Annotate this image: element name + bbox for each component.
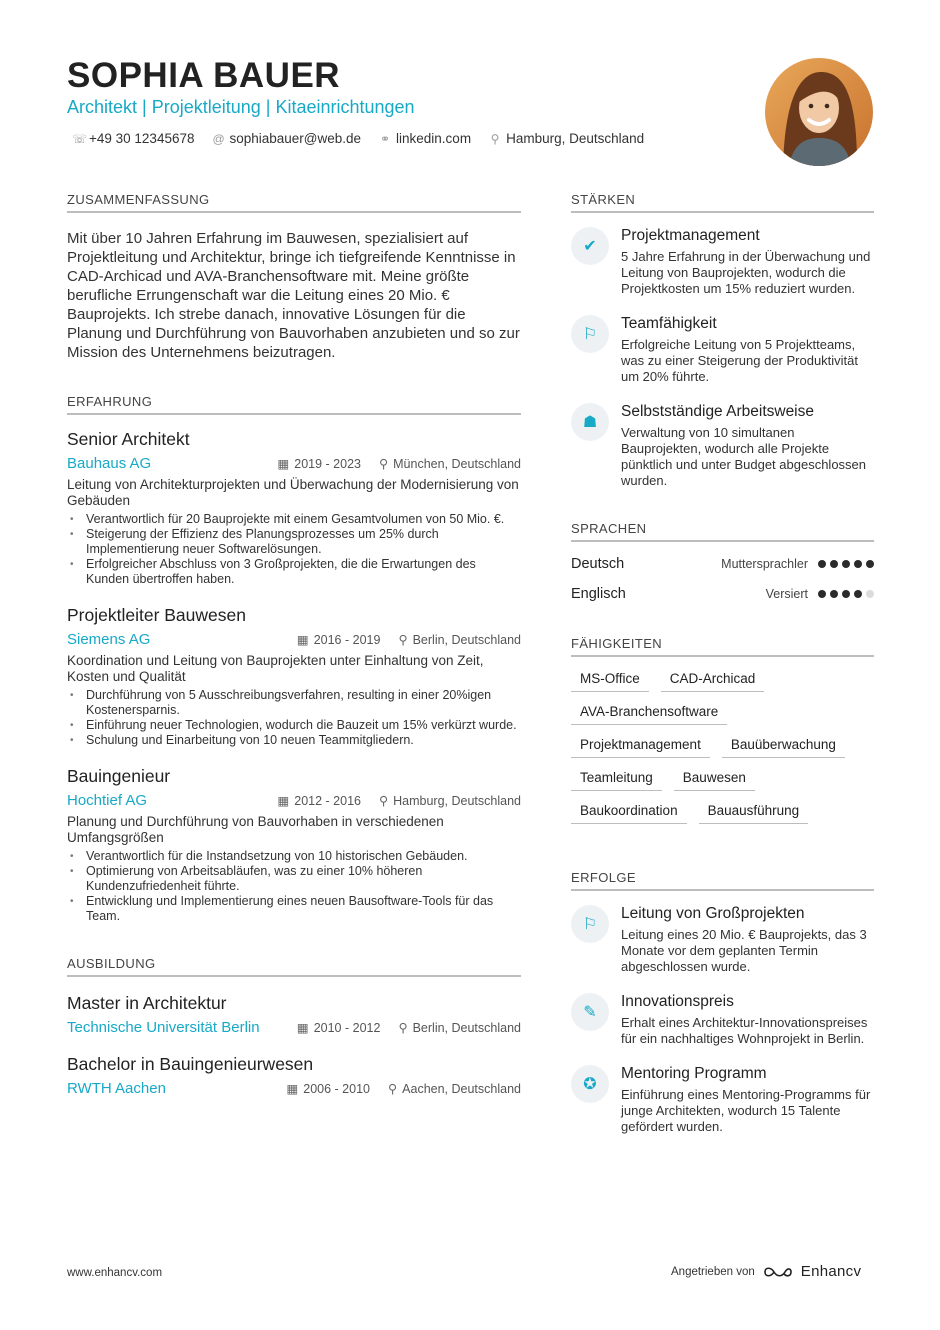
- headline: Architekt | Projektleitung | Kitaeinrichtungen: [67, 97, 415, 117]
- company-name[interactable]: Siemens AG: [67, 631, 151, 648]
- strength-item: [571, 403, 874, 489]
- achievement-item: [571, 993, 874, 1047]
- calendar-icon: ▦: [286, 1082, 299, 1096]
- edu-dates: 2010 - 2012: [313, 1021, 381, 1035]
- achievement-item: [571, 1065, 874, 1135]
- school-name[interactable]: RWTH Aachen: [67, 1080, 166, 1097]
- skill-tag: Bauwesen: [674, 770, 755, 791]
- skill-tag: Bauausführung: [699, 803, 809, 824]
- education-item: [67, 1054, 521, 1097]
- avatar: [765, 58, 873, 166]
- experience-item: [67, 766, 521, 924]
- footer-branding: [671, 1263, 861, 1280]
- language-item: [571, 556, 874, 572]
- language-name: Englisch: [571, 586, 626, 602]
- bullet-item: • Optimierung von Arbeitsabläufen, was zu einer 10% höheren Kundenzufriedenheit führte.: [67, 864, 521, 894]
- strength-title: Teamfähigkeit: [621, 315, 717, 332]
- calendar-icon: ▦: [296, 633, 309, 647]
- language-item: [571, 586, 874, 602]
- achievement-title: Mentoring Programm: [621, 1065, 767, 1082]
- bullet-item: • Verantwortlich für 20 Bauprojekte mit einem Gesamtvolumen von 50 Mio. €.: [67, 512, 521, 527]
- experience-item: [67, 429, 521, 587]
- language-rating: [818, 560, 874, 568]
- achievement-title: Leitung von Großprojekten: [621, 905, 805, 922]
- degree-title: Master in Architektur: [67, 993, 227, 1013]
- skill-tag: CAD-Archicad: [661, 671, 765, 692]
- section-title-achievements: ERFOLGE: [571, 870, 874, 891]
- rating-dot: [842, 560, 850, 568]
- strength-item: [571, 227, 874, 297]
- contact-location-text: Hamburg, Deutschland: [506, 131, 645, 146]
- skill-tag: Projektmanagement: [571, 737, 710, 758]
- job-description: Koordination und Leitung von Bauprojekten unter Einhaltung von Zeit, Kosten und Qualität: [67, 653, 484, 684]
- bullet-item: • Durchführung von 5 Ausschreibungsverfahren, resulting in einer 20%igen Kostenersparnis.: [67, 688, 521, 718]
- rating-dot: [866, 560, 874, 568]
- section-title-languages: SPRACHEN: [571, 521, 874, 542]
- bullet-item: • Verantwortlich für die Instandsetzung von 10 historischen Gebäuden.: [67, 849, 521, 864]
- job-bullets: [67, 512, 521, 587]
- bullet-item: • Erfolgreicher Abschluss von 3 Großprojekten, die die Erwartungen des Kunden übertroffen haben.: [67, 557, 521, 587]
- rating-dot: [854, 590, 862, 598]
- contact-bar: [72, 131, 644, 146]
- skill-tag: Baukoordination: [571, 803, 687, 824]
- edu-location: Aachen, Deutschland: [402, 1082, 521, 1096]
- brain-icon: ☗: [571, 403, 609, 441]
- strength-title: Projektmanagement: [621, 227, 760, 244]
- edu-location: Berlin, Deutschland: [412, 1021, 521, 1035]
- location-icon: ⚲: [378, 457, 389, 471]
- edu-dates: 2006 - 2010: [303, 1082, 370, 1096]
- section-title-summary: ZUSAMMENFASSUNG: [67, 192, 521, 213]
- strength-desc: 5 Jahre Erfahrung in der Überwachung und Leitung von Bauprojekten, wodurch die Projektkosten um 15% reduziert wurden.: [621, 249, 871, 296]
- language-level: Versiert: [765, 587, 808, 601]
- magic-wand-icon: ✎: [571, 993, 609, 1031]
- section-title-skills: FÄHIGKEITEN: [571, 636, 874, 657]
- contact-linkedin[interactable]: [379, 131, 471, 146]
- achievement-desc: Erhalt eines Architektur-Innovationspreises für ein nachhaltiges Wohnprojekt in Berlin.: [621, 1015, 868, 1046]
- strength-title: Selbstständige Arbeitsweise: [621, 403, 815, 420]
- bullet-item: • Einführung neuer Technologien, wodurch die Bauzeit um 15% verkürzt wurde.: [67, 718, 521, 733]
- skills-list: [571, 671, 874, 824]
- bullet-item: • Steigerung der Effizienz des Planungsprozesses um 25% durch Implementierung neuer Softwarelösungen.: [67, 527, 521, 557]
- skill-tag: AVA-Branchensoftware: [571, 704, 727, 725]
- rating-dot: [854, 560, 862, 568]
- company-name[interactable]: Bauhaus AG: [67, 455, 152, 472]
- job-title: Projektleiter Bauwesen: [67, 605, 246, 625]
- phone-icon: ☏: [72, 131, 88, 146]
- check-icon: ✔: [571, 227, 609, 265]
- left-column: [67, 192, 521, 1097]
- brand-name[interactable]: Enhancv: [800, 1263, 862, 1280]
- contact-email-text: sophiabauer@web.de: [229, 131, 362, 146]
- contact-phone-text: +49 30 12345678: [89, 131, 195, 146]
- rating-dot: [830, 560, 838, 568]
- location-icon: ⚲: [490, 131, 500, 146]
- job-location: München, Deutschland: [393, 457, 521, 471]
- achievement-item: [571, 905, 874, 975]
- calendar-icon: ▦: [296, 1021, 309, 1035]
- candidate-name: SOPHIA BAUER: [67, 56, 341, 95]
- job-dates: 2019 - 2023: [294, 457, 361, 471]
- achievement-desc: Leitung eines 20 Mio. € Bauprojekts, das 3 Monate vor dem geplanten Termin abgeschlossen wurde.: [621, 927, 867, 974]
- strength-desc: Erfolgreiche Leitung von 5 Projektteams, was zu einer Steigerung der Produktivität um 20% führte.: [621, 337, 859, 384]
- school-name[interactable]: Technische Universität Berlin: [67, 1019, 260, 1036]
- skill-tag: Teamleitung: [571, 770, 662, 791]
- job-dates: 2012 - 2016: [294, 794, 361, 808]
- calendar-icon: ▦: [277, 457, 290, 471]
- flag-icon: ⚐: [571, 315, 609, 353]
- contact-phone[interactable]: [72, 131, 194, 146]
- calendar-icon: ▦: [277, 794, 290, 808]
- contact-email[interactable]: [212, 131, 361, 146]
- rating-dot: [830, 590, 838, 598]
- job-description: Planung und Durchführung von Bauvorhaben in verschiedenen Umfangsgrößen: [67, 814, 444, 845]
- bullet-item: • Entwicklung und Implementierung eines neuen Bausoftware-Tools für das Team.: [67, 894, 521, 924]
- location-icon: ⚲: [388, 1082, 398, 1096]
- contact-linkedin-text: linkedin.com: [396, 131, 472, 146]
- location-icon: ⚲: [398, 633, 408, 647]
- rating-dot: [818, 560, 826, 568]
- job-title: Senior Architekt: [67, 429, 190, 449]
- job-location: Berlin, Deutschland: [412, 633, 521, 647]
- company-name[interactable]: Hochtief AG: [67, 792, 148, 809]
- link-icon: ⚭: [380, 131, 391, 146]
- strength-item: [571, 315, 874, 385]
- summary-text: Mit über 10 Jahren Erfahrung im Bauwesen, spezialisiert auf Projektleitung und Architektur, bringe ich tiefgreifende Kenntnisse in CAD-Archicad und AVA-Branchensoftware mit. Meine größte berufliche Errungenschaft war die Leitung eines 20 Mio. € Bauprojekts. Ich strebe danach, innovative Lösungen für die Planung und Durchführung von Bauvorhaben anzubieten und so zur Mission des Unternehmens beizutragen.: [67, 230, 520, 361]
- bullet-item: • Schulung und Einarbeitung von 10 neuen Teammitgliedern.: [67, 733, 521, 748]
- location-icon: ⚲: [378, 794, 389, 808]
- at-icon: @: [212, 131, 225, 146]
- job-bullets: [67, 688, 521, 748]
- language-name: Deutsch: [571, 556, 625, 572]
- section-title-experience: ERFAHRUNG: [67, 394, 521, 415]
- degree-title: Bachelor in Bauingenieurwesen: [67, 1054, 314, 1074]
- job-bullets: [67, 849, 521, 924]
- skill-tag: Bauüberwachung: [722, 737, 845, 758]
- flag-icon: ⚐: [571, 905, 609, 943]
- experience-item: [67, 605, 521, 748]
- section-title-education: AUSBILDUNG: [67, 956, 521, 977]
- right-column: [571, 192, 874, 1135]
- job-location: Hamburg, Deutschland: [393, 794, 521, 808]
- language-rating: [818, 590, 874, 598]
- powered-by-label: Angetrieben von: [671, 1265, 755, 1278]
- location-icon: ⚲: [398, 1021, 408, 1035]
- achievement-title: Innovationspreis: [621, 993, 734, 1010]
- rating-dot: [842, 590, 850, 598]
- award-icon: ✪: [571, 1065, 609, 1103]
- language-level: Muttersprachler: [721, 557, 808, 571]
- job-dates: 2016 - 2019: [313, 633, 381, 647]
- footer-website[interactable]: www.enhancv.com: [67, 1267, 163, 1279]
- contact-location: [489, 131, 644, 146]
- section-title-strengths: STÄRKEN: [571, 192, 874, 213]
- rating-dot: [866, 590, 874, 598]
- rating-dot: [818, 590, 826, 598]
- education-item: [67, 993, 521, 1036]
- skill-tag: MS-Office: [571, 671, 649, 692]
- strength-desc: Verwaltung von 10 simultanen Bauprojekten, wodurch alle Projekte pünktlich und unter Budget abgeschlossen wurden.: [621, 425, 867, 488]
- achievement-desc: Einführung eines Mentoring-Programms für junge Architekten, wodurch 15 Talente gefördert wurden.: [621, 1087, 871, 1134]
- enhancv-logo-icon: [763, 1264, 793, 1280]
- job-title: Bauingenieur: [67, 766, 171, 786]
- job-description: Leitung von Architekturprojekten und Überwachung der Modernisierung von Gebäuden: [67, 477, 519, 508]
